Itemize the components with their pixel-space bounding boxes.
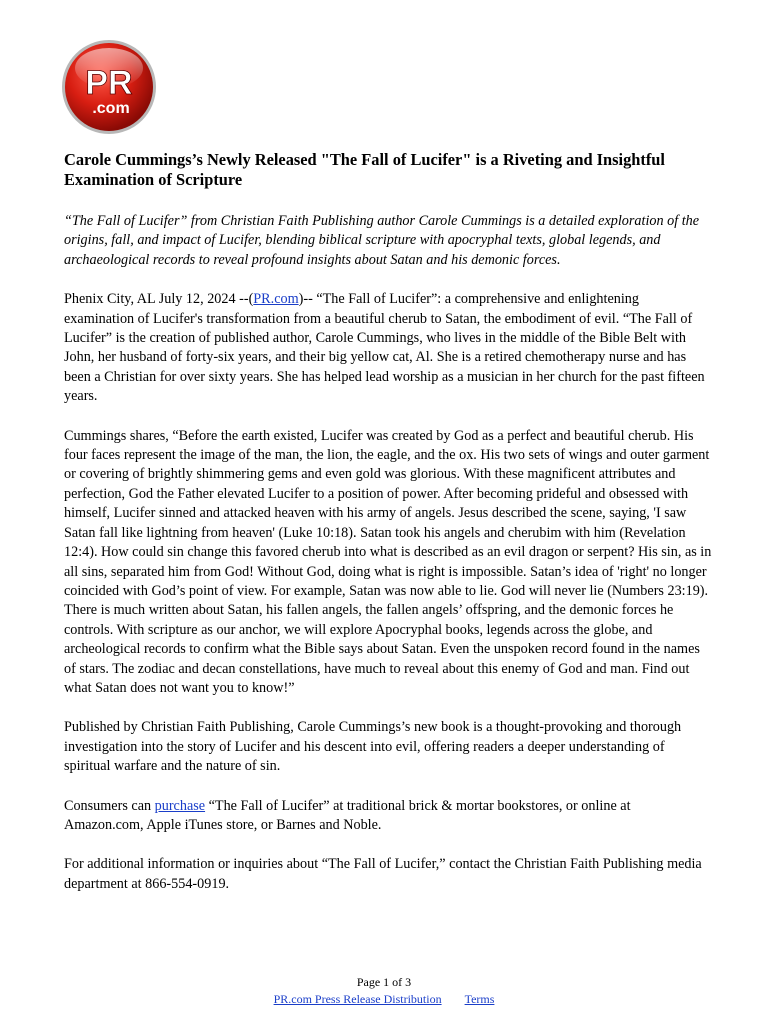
paragraph-3: Published by Christian Faith Publishing, Carole Cummings’s new book is a thought-provoking and thorough investigation into the story of Lucifer and his descent into evil, offering readers a deeper understanding of spiritual warfare and the nature of sin. xyxy=(64,719,682,775)
paragraph-1-lead: Phenix City, AL July 12, 2024 --( xyxy=(64,291,254,308)
pr-com-logo xyxy=(60,38,158,136)
pr-distribution-link[interactable]: PR.com Press Release Distribution xyxy=(273,992,442,1006)
page-number: Page 1 of 3 xyxy=(356,975,412,989)
logo-text-com: .com xyxy=(92,100,130,117)
paragraph-4 xyxy=(64,797,712,836)
terms-link[interactable]: Terms xyxy=(464,992,495,1006)
paragraph-1-rest: )-- “The Fall of Lucifer”: a comprehensive and enlightening examination of Lucifer's transformation from a beautiful cherub to Satan, the embodiment of evil. “The Fall of Lucifer” is the creation of published author, Carole Cummings, who lives in the middle of the Bible Belt with John, her husband of forty-six years, and their big yellow cat, Al. She is a retired chemotherapy nurse and has been a Christian for over sixty years. She has helped lead worship as a musician in her church for the past fifteen years. xyxy=(64,291,705,405)
paragraph-5: For additional information or inquiries about “The Fall of Lucifer,” contact the Christian Faith Publishing media department at 866-554-0919. xyxy=(64,856,702,892)
page-footer xyxy=(0,974,768,1008)
paragraph-4-rest: “The Fall of Lucifer” at traditional brick & mortar bookstores, or online at Amazon.com, Apple iTunes store, or Barnes and Noble. xyxy=(64,797,631,833)
purchase-link[interactable]: purchase xyxy=(154,797,206,814)
summary-paragraph: “The Fall of Lucifer” from Christian Faith Publishing author Carole Cummings is a detailed exploration of the origins, fall, and impact of Lucifer, blending biblical scripture with apocryphal texts, global legends, and archaeological records to reveal profound insights about Satan and his demonic forces. xyxy=(64,213,700,268)
press-release-content xyxy=(64,150,712,894)
paragraph-2: Cummings shares, “Before the earth existed, Lucifer was created by God as a perfect and beautiful cherub. His four faces represent the image of the man, the lion, the eagle, and the ox. His two sets of wings and outer garment or covering of brightly shimmering gems and even gold was glorious. With these magnificent attributes and perfection, God the Father elevated Lucifer to a position of power. After becoming prideful and obsessed with himself, Lucifer sinned and attacked heaven with his army of angels. Jesus described the scene, saying, 'I saw Satan fall like lightning from heaven' (Luke 10:18). Satan took his angels and cherubim with him (Revelation 12:4). How could sin change this favored cherub into what is described as an evil dragon or serpent? His sin, as in all sins, separated him from God! Without God, doing what is right is impossible. Satan’s idea of 'right' no longer coincided with God’s point of view. For example, Satan was now able to lie. God will never lie (Numbers 23:19). There is much written about Satan, his fallen angels, the fallen angels’ offspring, and the demonic forces he controls. With scripture as our anchor, we will explore Apocryphal books, legends across the globe, and archeological records to confirm what the Bible says about Satan. Even the unspoken record found in the names of stars. The zodiac and decan constellations, have much to reveal about this enemy of God and man. Find out what Satan does not want you to know!” xyxy=(64,427,712,696)
paragraph-1 xyxy=(64,290,712,406)
paragraph-4-lead: Consumers can xyxy=(64,797,155,814)
logo-text-pr: PR xyxy=(85,64,133,102)
footer-links xyxy=(0,991,768,1008)
pr-com-link[interactable]: PR.com xyxy=(253,291,299,308)
headline: Carole Cummings’s Newly Released "The Fall of Lucifer" is a Riveting and Insightful Examination of Scripture xyxy=(64,150,665,189)
